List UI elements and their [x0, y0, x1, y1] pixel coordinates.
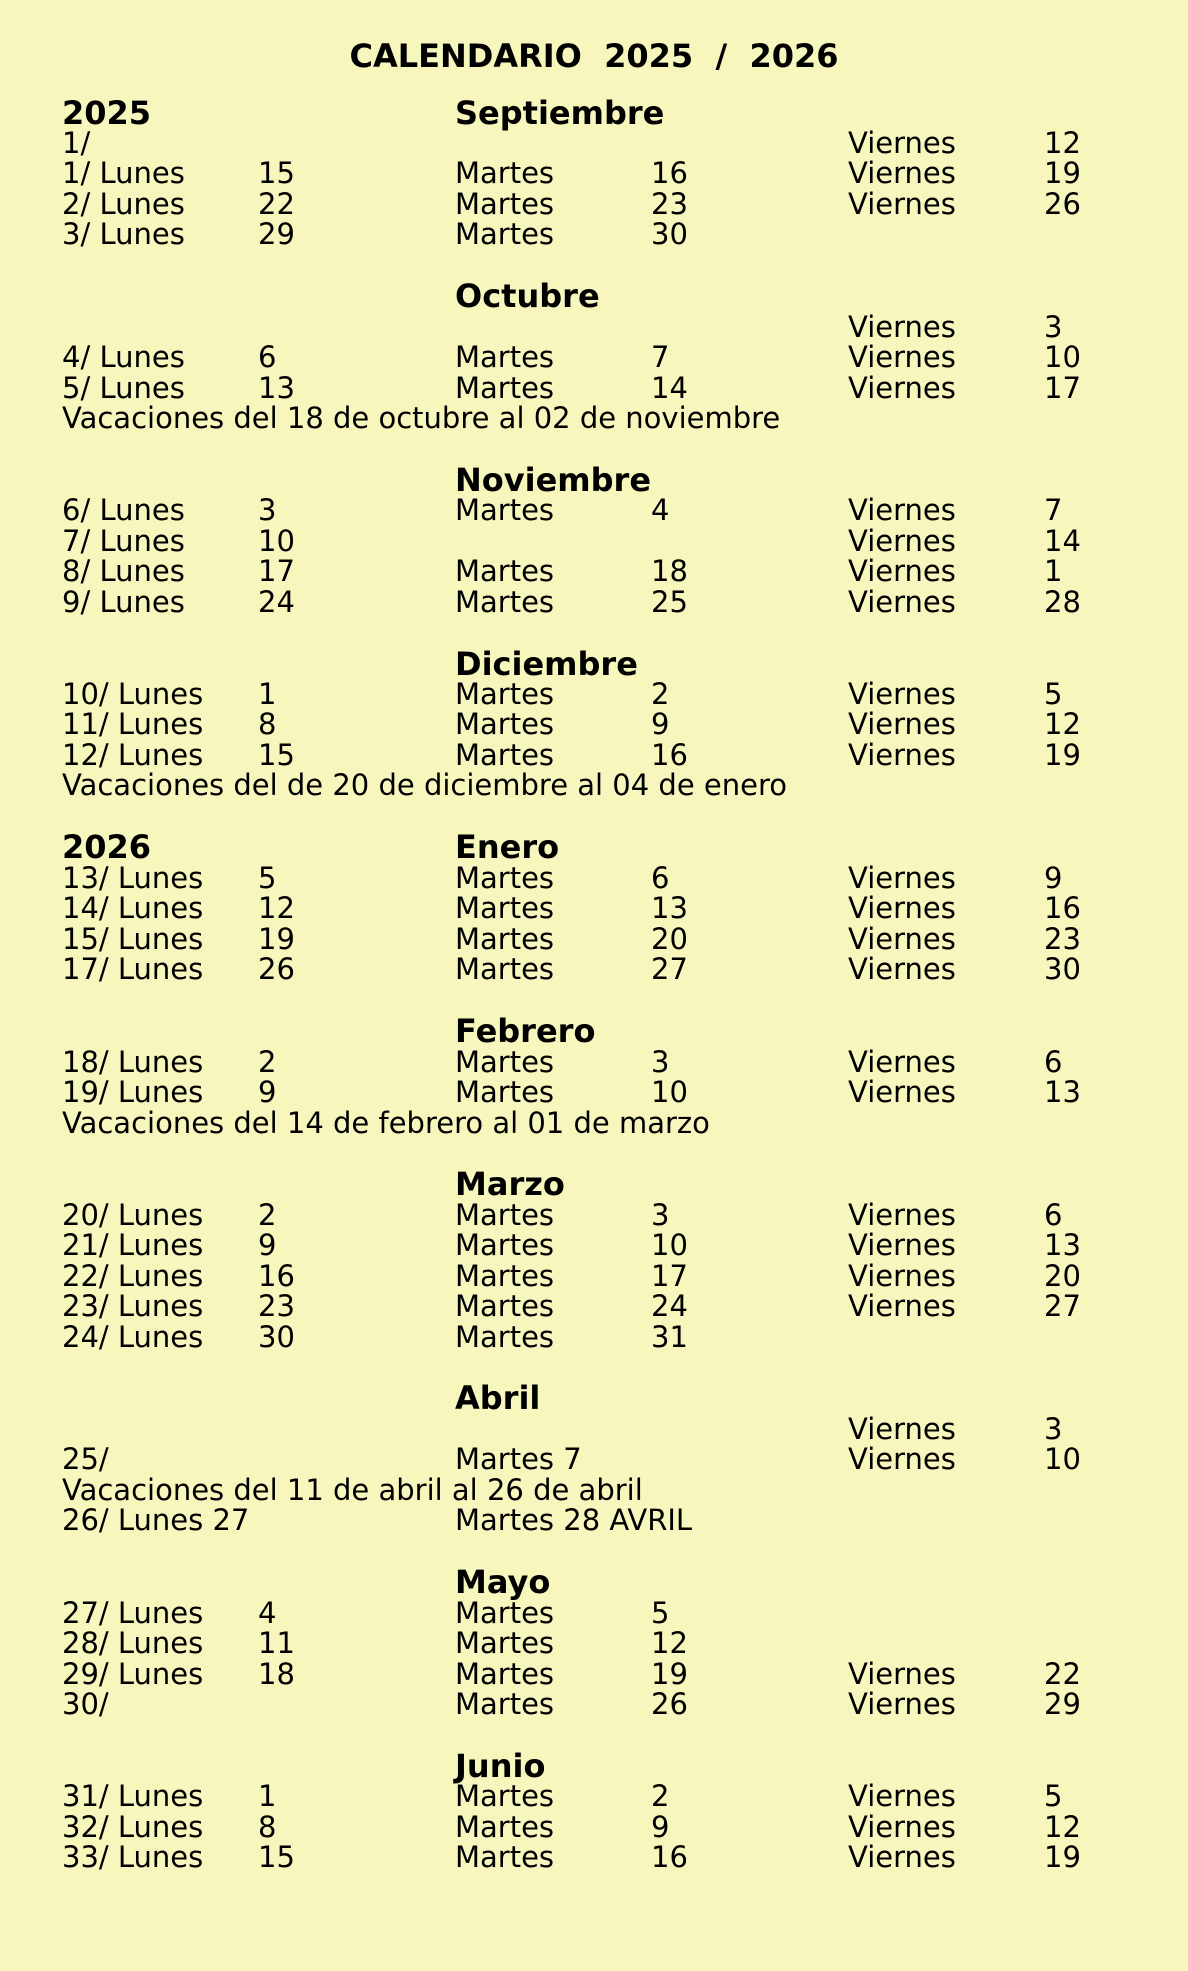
- cell-c6: 19: [1044, 738, 1081, 772]
- cell-c3: Martes: [455, 1198, 555, 1232]
- calendar-row: [0, 342, 1188, 373]
- cell-c2: 11: [258, 1626, 295, 1660]
- cell-c6: 5: [1044, 1779, 1063, 1813]
- cell-c5: Viernes: [848, 922, 956, 956]
- month-heading-row: [0, 1379, 1188, 1417]
- cell-c2: 1: [258, 677, 277, 711]
- cell-c3: Martes: [455, 1657, 555, 1691]
- cell-c4: 9: [651, 707, 670, 741]
- calendar-row: [0, 1475, 1188, 1506]
- cell-c5: Viernes: [848, 554, 956, 588]
- cell-c6: 3: [1044, 1412, 1063, 1446]
- calendar-row: [0, 1230, 1188, 1261]
- cell-c5: Viernes: [848, 1228, 956, 1262]
- cell-c4: 4: [651, 493, 670, 527]
- cell-c6: 16: [1044, 891, 1081, 925]
- cell-c5: Viernes: [848, 1657, 956, 1691]
- cell-c4: 16: [651, 1840, 688, 1874]
- cell-c4: 2: [651, 1779, 670, 1813]
- cell-c1: 14/ Lunes: [62, 891, 204, 925]
- page-title: CALENDARIO 2025 / 2026: [349, 37, 839, 75]
- cell-c1: 1/ Lunes: [62, 156, 185, 190]
- cell-c5: Viernes: [848, 1198, 956, 1232]
- cell-c6: 1: [1044, 554, 1063, 588]
- calendar-row: [0, 403, 1188, 434]
- cell-c4: 3: [651, 1198, 670, 1232]
- cell-c3: Martes: [455, 707, 555, 741]
- cell-c6: 27: [1044, 1289, 1081, 1323]
- cell-c2: 6: [258, 340, 277, 374]
- cell-c3: Martes: [455, 217, 555, 251]
- cell-c1: 26/ Lunes 27: [62, 1503, 250, 1537]
- calendar-row: [0, 1505, 1188, 1536]
- calendar-row: [0, 1812, 1188, 1843]
- month-heading-row: [0, 828, 1188, 866]
- cell-c2: 9: [258, 1075, 277, 1109]
- cell-c2: 24: [258, 585, 295, 619]
- cell-c6: 14: [1044, 524, 1081, 558]
- cell-c4: 10: [651, 1228, 688, 1262]
- cell-c1: Vacaciones del 11 de abril al 26 de abril: [62, 1473, 643, 1507]
- cell-c5: Viernes: [848, 738, 956, 772]
- calendar-row: [0, 1200, 1188, 1231]
- cell-c2: 29: [258, 217, 295, 251]
- cell-c6: 30: [1044, 952, 1081, 986]
- cell-c6: 13: [1044, 1075, 1081, 1109]
- calendar-row: [0, 1047, 1188, 1078]
- cell-c4: 16: [651, 156, 688, 190]
- cell-c4: 7: [651, 340, 670, 374]
- cell-c2: 30: [258, 1320, 295, 1354]
- cell-c3: Martes: [455, 1259, 555, 1293]
- cell-c4: 31: [651, 1320, 688, 1354]
- month-heading-row: [0, 1165, 1188, 1203]
- cell-c6: 3: [1044, 310, 1063, 344]
- cell-c6: 26: [1044, 187, 1081, 221]
- cell-c2: 3: [258, 493, 277, 527]
- cell-c1: 12/ Lunes: [62, 738, 204, 772]
- calendar-row: [0, 495, 1188, 526]
- cell-c6: 23: [1044, 922, 1081, 956]
- cell-c1: 2026: [62, 828, 152, 866]
- cell-c1: 20/ Lunes: [62, 1198, 204, 1232]
- calendar-row: [0, 556, 1188, 587]
- cell-c5: Viernes: [848, 585, 956, 619]
- cell-c1: 13/ Lunes: [62, 861, 204, 895]
- cell-c6: 22: [1044, 1657, 1081, 1691]
- cell-c3: Martes 7: [455, 1442, 582, 1476]
- cell-c6: 19: [1044, 156, 1081, 190]
- cell-c5: Viernes: [848, 1687, 956, 1721]
- cell-c3: Noviembre: [455, 461, 652, 499]
- cell-c1: 15/ Lunes: [62, 922, 204, 956]
- calendar-row: [0, 863, 1188, 894]
- calendar-row: [0, 1781, 1188, 1812]
- calendar-row: [0, 1689, 1188, 1720]
- cell-c1: 10/ Lunes: [62, 677, 204, 711]
- cell-c5: Viernes: [848, 1289, 956, 1323]
- month-heading-row: [0, 277, 1188, 315]
- cell-c3: Martes: [455, 1779, 555, 1813]
- cell-c3: Martes: [455, 1626, 555, 1660]
- calendar-row: [0, 709, 1188, 740]
- cell-c3: Marzo: [455, 1165, 565, 1203]
- cell-c3: Martes: [455, 1320, 555, 1354]
- calendar-row: [0, 587, 1188, 618]
- cell-c3: Martes: [455, 677, 555, 711]
- calendar-row: [0, 770, 1188, 801]
- cell-c6: 17: [1044, 371, 1081, 405]
- calendar-row: [0, 189, 1188, 220]
- cell-c4: 6: [651, 861, 670, 895]
- cell-c5: Viernes: [848, 1442, 956, 1476]
- calendar-row: [0, 373, 1188, 404]
- cell-c1: 2/ Lunes: [62, 187, 185, 221]
- cell-c5: Viernes: [848, 493, 956, 527]
- cell-c5: Viernes: [848, 126, 956, 160]
- cell-c5: Viernes: [848, 371, 956, 405]
- cell-c5: Viernes: [848, 1810, 956, 1844]
- cell-c1: Vacaciones del 14 de febrero al 01 de marzo: [62, 1106, 710, 1140]
- cell-c6: 12: [1044, 1810, 1081, 1844]
- cell-c4: 19: [651, 1657, 688, 1691]
- cell-c1: 9/ Lunes: [62, 585, 185, 619]
- cell-c3: Martes: [455, 1840, 555, 1874]
- calendar-row: [0, 1261, 1188, 1292]
- cell-c3: Martes: [455, 156, 555, 190]
- cell-c1: 25/: [62, 1442, 109, 1476]
- cell-c1: 11/ Lunes: [62, 707, 204, 741]
- cell-c2: 10: [258, 524, 295, 558]
- cell-c2: 8: [258, 707, 277, 741]
- calendar-row: [0, 1842, 1188, 1873]
- calendar-row: [0, 526, 1188, 557]
- cell-c3: Martes: [455, 1075, 555, 1109]
- cell-c5: Viernes: [848, 1840, 956, 1874]
- cell-c2: 18: [258, 1657, 295, 1691]
- cell-c4: 9: [651, 1810, 670, 1844]
- cell-c4: 10: [651, 1075, 688, 1109]
- cell-c4: 16: [651, 738, 688, 772]
- cell-c4: 26: [651, 1687, 688, 1721]
- cell-c4: 14: [651, 371, 688, 405]
- calendar-row: [0, 1598, 1188, 1629]
- cell-c1: 2025: [62, 94, 152, 132]
- cell-c2: 9: [258, 1228, 277, 1262]
- cell-c3: Septiembre: [455, 94, 665, 132]
- cell-c3: Martes: [455, 493, 555, 527]
- calendar-row: [0, 1659, 1188, 1690]
- cell-c3: Martes: [455, 738, 555, 772]
- cell-c1: 21/ Lunes: [62, 1228, 204, 1262]
- cell-c2: 26: [258, 952, 295, 986]
- cell-c3: Martes: [455, 1596, 555, 1630]
- calendar-row: [0, 1414, 1188, 1445]
- cell-c5: Viernes: [848, 340, 956, 374]
- cell-c1: 8/ Lunes: [62, 554, 185, 588]
- cell-c5: Viernes: [848, 677, 956, 711]
- cell-c3: Abril: [455, 1379, 541, 1417]
- cell-c1: 18/ Lunes: [62, 1045, 204, 1079]
- cell-c3: Martes: [455, 1045, 555, 1079]
- cell-c5: Viernes: [848, 1075, 956, 1109]
- cell-c1: 29/ Lunes: [62, 1657, 204, 1691]
- cell-c2: 17: [258, 554, 295, 588]
- cell-c2: 13: [258, 371, 295, 405]
- cell-c6: 19: [1044, 1840, 1081, 1874]
- cell-c4: 5: [651, 1596, 670, 1630]
- cell-c4: 23: [651, 187, 688, 221]
- calendar-row: [0, 158, 1188, 189]
- cell-c1: 19/ Lunes: [62, 1075, 204, 1109]
- cell-c3: Martes: [455, 1228, 555, 1262]
- cell-c1: 24/ Lunes: [62, 1320, 204, 1354]
- cell-c4: 20: [651, 922, 688, 956]
- cell-c3: Martes: [455, 585, 555, 619]
- cell-c6: 6: [1044, 1045, 1063, 1079]
- month-heading-row: [0, 1747, 1188, 1785]
- cell-c5: Viernes: [848, 1259, 956, 1293]
- cell-c3: Martes: [455, 554, 555, 588]
- cell-c1: 3/ Lunes: [62, 217, 185, 251]
- cell-c2: 4: [258, 1596, 277, 1630]
- cell-c3: Junio: [455, 1747, 546, 1785]
- cell-c3: Martes: [455, 1687, 555, 1721]
- cell-c1: 23/ Lunes: [62, 1289, 204, 1323]
- cell-c3: Martes: [455, 1810, 555, 1844]
- cell-c5: Viernes: [848, 1779, 956, 1813]
- calendar-row: [0, 1628, 1188, 1659]
- calendar-row: [0, 1322, 1188, 1353]
- calendar-row: [0, 312, 1188, 343]
- cell-c1: 5/ Lunes: [62, 371, 185, 405]
- calendar-row: [0, 893, 1188, 924]
- cell-c6: 5: [1044, 677, 1063, 711]
- calendar-row: [0, 740, 1188, 771]
- cell-c1: 28/ Lunes: [62, 1626, 204, 1660]
- month-heading-row: [0, 94, 1188, 132]
- month-heading-row: [0, 461, 1188, 499]
- cell-c1: 30/: [62, 1687, 109, 1721]
- cell-c1: 31/ Lunes: [62, 1779, 204, 1813]
- cell-c2: 16: [258, 1259, 295, 1293]
- cell-c4: 27: [651, 952, 688, 986]
- cell-c5: Viernes: [848, 952, 956, 986]
- cell-c4: 17: [651, 1259, 688, 1293]
- cell-c1: 6/ Lunes: [62, 493, 185, 527]
- cell-c6: 13: [1044, 1228, 1081, 1262]
- cell-c5: Viernes: [848, 707, 956, 741]
- cell-c1: 22/ Lunes: [62, 1259, 204, 1293]
- cell-c6: 20: [1044, 1259, 1081, 1293]
- cell-c5: Viernes: [848, 861, 956, 895]
- cell-c3: Martes: [455, 371, 555, 405]
- cell-c4: 2: [651, 677, 670, 711]
- cell-c5: Viernes: [848, 1045, 956, 1079]
- cell-c6: 6: [1044, 1198, 1063, 1232]
- cell-c5: Viernes: [848, 310, 956, 344]
- calendar-row: [0, 128, 1188, 159]
- cell-c4: 30: [651, 217, 688, 251]
- cell-c2: 12: [258, 891, 295, 925]
- cell-c3: Martes: [455, 861, 555, 895]
- cell-c1: 4/ Lunes: [62, 340, 185, 374]
- cell-c6: 28: [1044, 585, 1081, 619]
- month-heading-row: [0, 645, 1188, 683]
- cell-c6: 12: [1044, 707, 1081, 741]
- cell-c1: 1/: [62, 126, 91, 160]
- cell-c3: Martes: [455, 340, 555, 374]
- cell-c2: 15: [258, 738, 295, 772]
- cell-c1: Vacaciones del de 20 de diciembre al 04 de enero: [62, 768, 787, 802]
- month-heading-row: [0, 1012, 1188, 1050]
- cell-c1: 17/ Lunes: [62, 952, 204, 986]
- cell-c3: Mayo: [455, 1563, 551, 1601]
- cell-c3: Diciembre: [455, 645, 638, 683]
- cell-c4: 13: [651, 891, 688, 925]
- calendar-row: [0, 1108, 1188, 1139]
- cell-c6: 12: [1044, 126, 1081, 160]
- cell-c3: Febrero: [455, 1012, 596, 1050]
- cell-c6: 7: [1044, 493, 1063, 527]
- calendar-row: [0, 924, 1188, 955]
- cell-c4: 12: [651, 1626, 688, 1660]
- cell-c3: Enero: [455, 828, 560, 866]
- cell-c1: 27/ Lunes: [62, 1596, 204, 1630]
- calendar-row: [0, 679, 1188, 710]
- cell-c2: 2: [258, 1045, 277, 1079]
- cell-c1: 33/ Lunes: [62, 1840, 204, 1874]
- cell-c6: 10: [1044, 1442, 1081, 1476]
- cell-c5: Viernes: [848, 156, 956, 190]
- cell-c1: 32/ Lunes: [62, 1810, 204, 1844]
- cell-c6: 10: [1044, 340, 1081, 374]
- cell-c2: 23: [258, 1289, 295, 1323]
- cell-c2: 15: [258, 1840, 295, 1874]
- cell-c2: 5: [258, 861, 277, 895]
- cell-c5: Viernes: [848, 524, 956, 558]
- month-heading-row: [0, 1563, 1188, 1601]
- cell-c4: 24: [651, 1289, 688, 1323]
- cell-c3: Martes: [455, 952, 555, 986]
- cell-c3: Octubre: [455, 277, 600, 315]
- cell-c1: Vacaciones del 18 de octubre al 02 de noviembre: [62, 401, 781, 435]
- cell-c5: Viernes: [848, 891, 956, 925]
- cell-c3: Martes: [455, 891, 555, 925]
- cell-c4: 3: [651, 1045, 670, 1079]
- cell-c5: Viernes: [848, 1412, 956, 1446]
- cell-c6: 9: [1044, 861, 1063, 895]
- calendar-row: [0, 1291, 1188, 1322]
- cell-c3: Martes: [455, 1289, 555, 1323]
- calendar-row: [0, 1444, 1188, 1475]
- cell-c5: Viernes: [848, 187, 956, 221]
- cell-c4: 18: [651, 554, 688, 588]
- cell-c1: 7/ Lunes: [62, 524, 185, 558]
- calendar-row: [0, 954, 1188, 985]
- cell-c2: 15: [258, 156, 295, 190]
- cell-c3: Martes: [455, 187, 555, 221]
- cell-c4: 25: [651, 585, 688, 619]
- cell-c2: 19: [258, 922, 295, 956]
- calendar-row: [0, 219, 1188, 250]
- cell-c3: Martes 28 AVRIL: [455, 1503, 693, 1537]
- cell-c2: 2: [258, 1198, 277, 1232]
- cell-c2: 8: [258, 1810, 277, 1844]
- cell-c3: Martes: [455, 922, 555, 956]
- cell-c2: 1: [258, 1779, 277, 1813]
- cell-c6: 29: [1044, 1687, 1081, 1721]
- calendar-row: [0, 1077, 1188, 1108]
- cell-c2: 22: [258, 187, 295, 221]
